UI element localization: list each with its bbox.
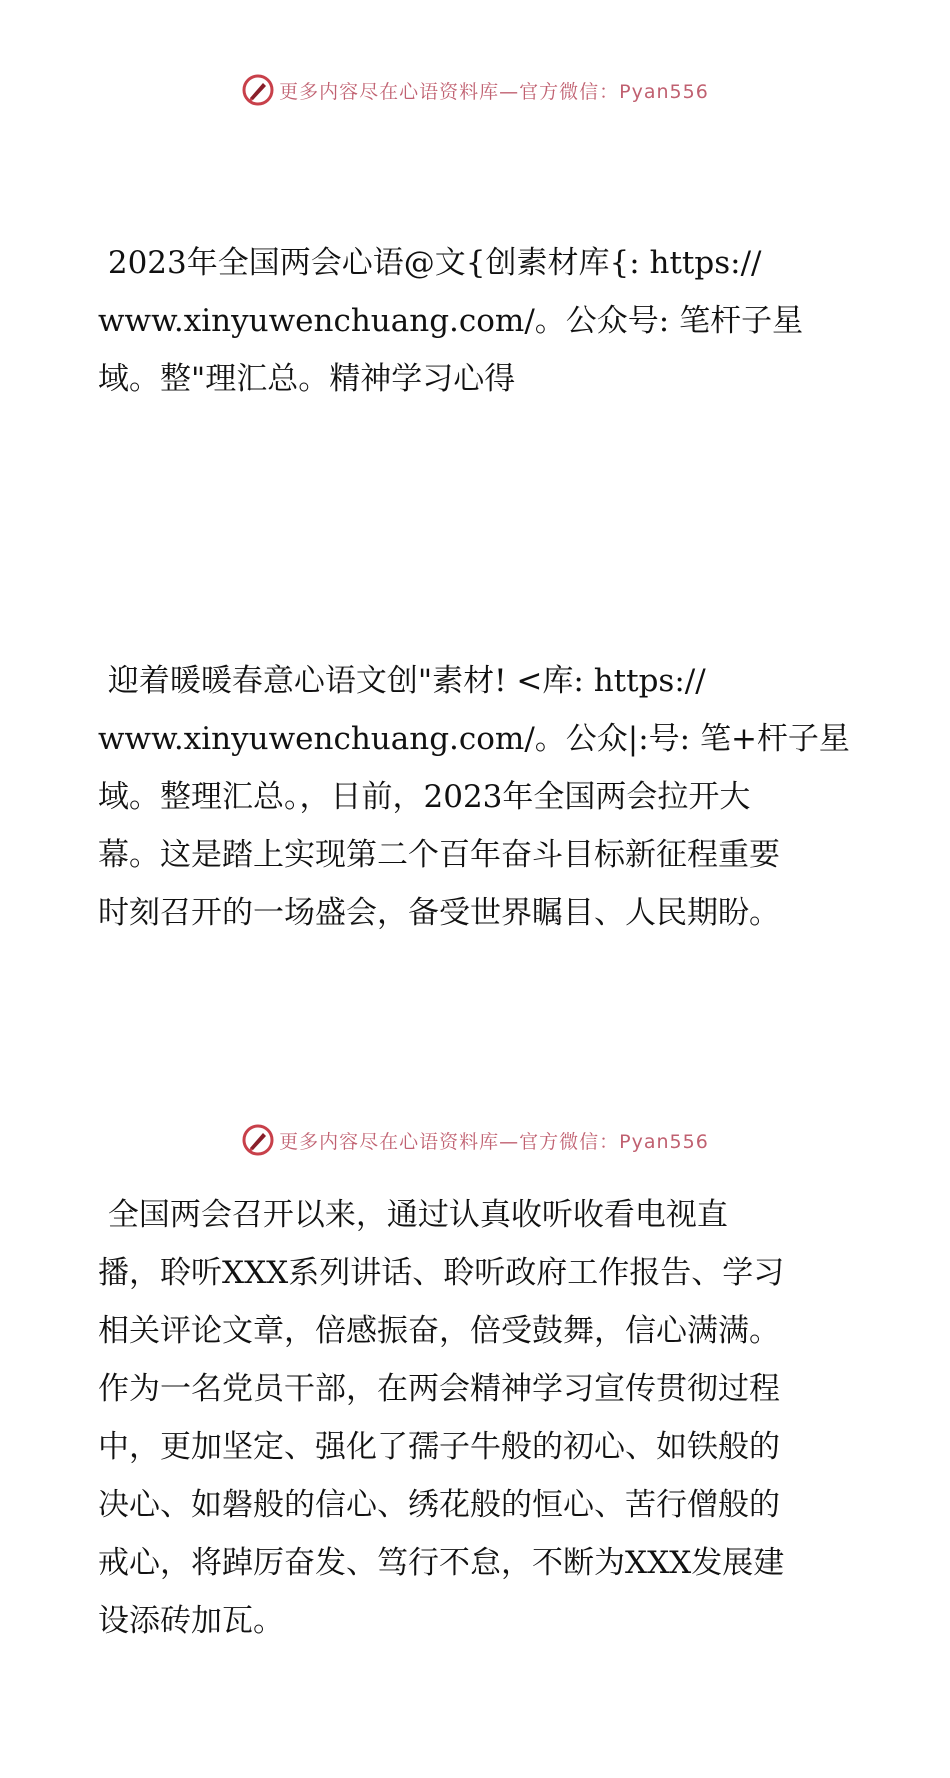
text-line: 域。整"理汇总。精神学习心得 [98,361,516,397]
paragraph-2 [98,536,850,1058]
pen-logo-icon [241,1123,275,1157]
document-body [98,118,850,1778]
text-line: 相关评论文章，倍感振奋，倍受鼓舞，信心满满。 [98,1313,780,1349]
paragraph-3 [98,1070,850,1766]
text-line: 播，聆听XXX系列讲话、聆听政府工作报告、学习 [98,1255,785,1291]
text-line: 中，更加坚定、强化了孺子牛般的初心、如铁般的 [98,1429,780,1465]
banner-wechat: 官方微信：Pyan556 [519,80,709,103]
text-line: 迎着暖暖春意心语文创"素材! <库: https:// [98,663,706,699]
paragraph-1 [98,118,850,524]
text-line: 时刻召开的一场盛会，备受世界瞩目、人民期盼。 [98,895,780,931]
text-line: www.xinyuwenchuang.com/。公众号: 笔杆子星 [98,303,804,339]
pen-logo-icon [241,73,275,107]
text-line: 戒心，将踔厉奋发、笃行不怠，不断为XXX发展建 [98,1545,785,1581]
text-line: 设添砖加瓦。 [98,1603,284,1639]
text-line: 幕。这是踏上实现第二个百年奋斗目标新征程重要 [98,837,780,873]
text-line: 域。整理汇总。，日前，2023年全国两会拉开大 [98,779,751,815]
banner-wechat: 官方微信：Pyan556 [519,1130,709,1153]
footer-watermark-banner [0,1120,950,1160]
text-line: 2023年全国两会心语@文{创素材库{: https:// [98,245,762,281]
text-line: www.xinyuwenchuang.com/。公众|:号: 笔+杆子星 [98,721,850,757]
text-line: 全国两会召开以来，通过认真收听收看电视直 [98,1197,728,1233]
banner-text: 更多内容尽在心语资料库— [279,80,520,103]
header-watermark-banner [0,70,950,110]
banner-text: 更多内容尽在心语资料库— [279,1130,520,1153]
text-line: 决心、如磐般的信心、绣花般的恒心、苦行僧般的 [98,1487,780,1523]
text-line: 作为一名党员干部，在两会精神学习宣传贯彻过程 [98,1371,780,1407]
